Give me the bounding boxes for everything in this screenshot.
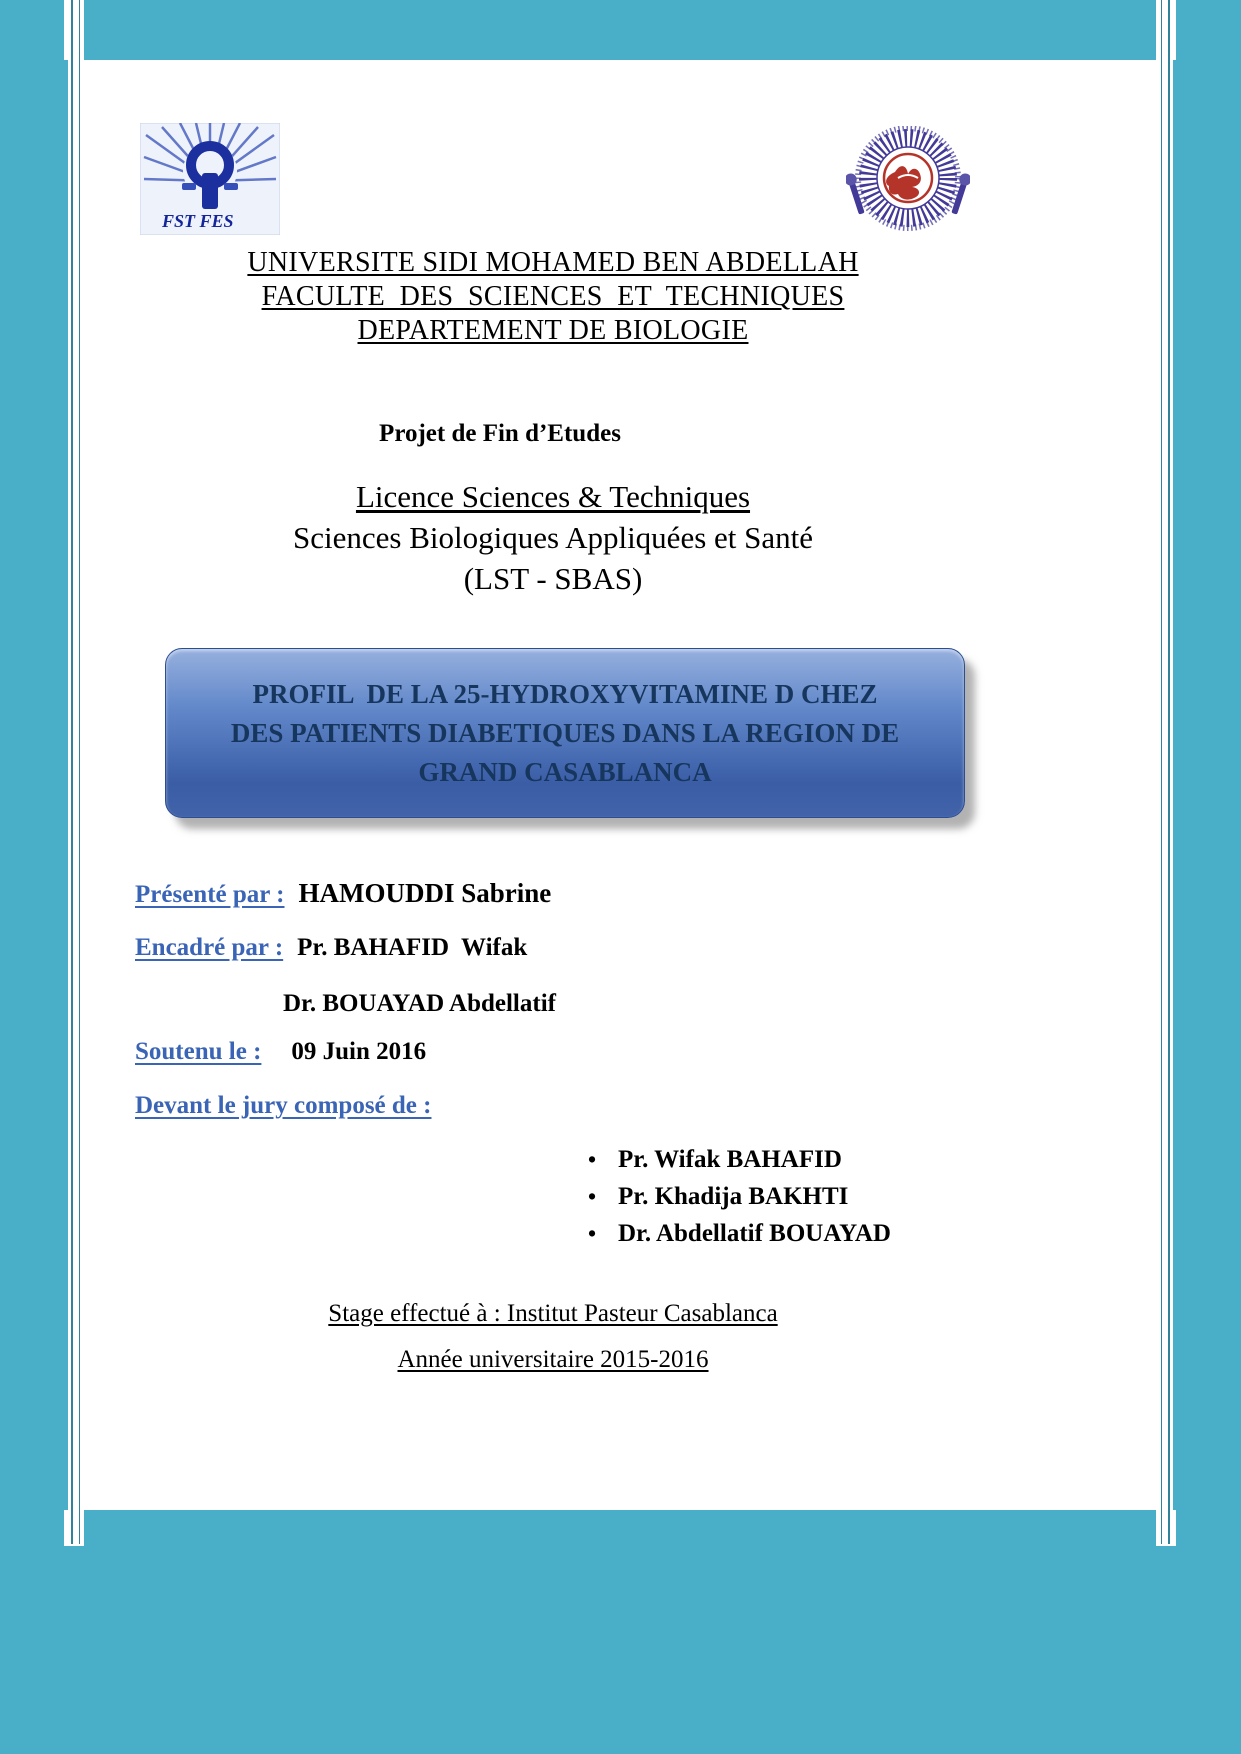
thesis-title-box bbox=[165, 648, 965, 818]
fst-logo-label: FST FES bbox=[162, 211, 234, 231]
page-frame-top bbox=[0, 0, 1241, 60]
degree-specialty: Sciences Biologiques Appliquées et Santé bbox=[292, 520, 814, 555]
thesis-title-line-1: PROFIL DE LA 25-HYDROXYVITAMINE D CHEZ bbox=[252, 678, 878, 709]
thesis-title-line-3: GRAND CASABLANCA bbox=[418, 756, 712, 787]
supervisor-label: Encadré par : bbox=[135, 934, 284, 961]
university-name: UNIVERSITE SIDI MOHAMED BEN ABDELLAH bbox=[247, 247, 859, 278]
university-seal-logo bbox=[846, 126, 970, 250]
page-frame-bottom bbox=[0, 1510, 1241, 1754]
presented-by-row bbox=[135, 878, 551, 909]
degree-title: Licence Sciences & Techniques bbox=[355, 479, 751, 514]
border-notch bbox=[1156, 0, 1176, 60]
faculty-name: FACULTE DES SCIENCES ET TECHNIQUES bbox=[261, 281, 845, 312]
page-frame-right bbox=[1173, 0, 1241, 1754]
presented-by-label: Présenté par : bbox=[135, 881, 285, 908]
bullet-icon: • bbox=[588, 1221, 597, 1246]
defense-date-value: 09 Juin 2016 bbox=[291, 1038, 427, 1065]
bullet-icon: • bbox=[588, 1147, 597, 1172]
border-notch bbox=[64, 0, 84, 60]
degree-acronym: (LST - SBAS) bbox=[463, 561, 643, 596]
jury-label: Devant le jury composé de : bbox=[135, 1092, 432, 1119]
thesis-title-line-2: DES PATIENTS DIABETIQUES DANS LA REGION DE bbox=[230, 717, 900, 748]
presented-by-value: HAMOUDDI Sabrine bbox=[298, 878, 552, 908]
jury-member-row bbox=[588, 1220, 891, 1257]
jury-list bbox=[588, 1146, 891, 1257]
jury-member-row bbox=[588, 1183, 891, 1220]
border-notch bbox=[64, 1510, 84, 1546]
jury-member-row bbox=[588, 1146, 891, 1183]
supervisor-value-2: Dr. BOUAYAD Abdellatif bbox=[283, 990, 556, 1017]
jury-member-3: Dr. Abdellatif BOUAYAD bbox=[618, 1220, 891, 1247]
page-border-line-left-inner bbox=[79, 0, 80, 1544]
defense-date-label: Soutenu le : bbox=[135, 1038, 262, 1065]
page-frame-left bbox=[0, 0, 68, 1754]
academic-year-line: Année universitaire 2015-2016 bbox=[397, 1346, 709, 1373]
jury-member-2: Pr. Khadija BAKHTI bbox=[618, 1183, 849, 1210]
page-border-line-right-inner bbox=[1161, 0, 1162, 1544]
department-name: DEPARTEMENT DE BIOLOGIE bbox=[357, 315, 749, 346]
fst-fes-logo bbox=[140, 123, 280, 235]
supervisor-value-1: Pr. BAHAFID Wifak bbox=[297, 934, 528, 961]
supervisor-row bbox=[135, 934, 527, 962]
border-notch bbox=[1156, 1510, 1176, 1546]
degree-block bbox=[128, 476, 978, 599]
jury-label-row bbox=[135, 1092, 431, 1120]
defense-date-row bbox=[135, 1038, 426, 1066]
page-border-line-left-outer bbox=[71, 0, 73, 1544]
internship-line: Stage effectué à : Institut Pasteur Casablanca bbox=[328, 1300, 778, 1327]
page-border-line-right-outer bbox=[1168, 0, 1170, 1544]
jury-member-1: Pr. Wifak BAHAFID bbox=[618, 1146, 842, 1173]
project-type: Projet de Fin d’Etudes bbox=[379, 420, 621, 447]
bullet-icon: • bbox=[588, 1184, 597, 1209]
university-header bbox=[128, 246, 978, 348]
